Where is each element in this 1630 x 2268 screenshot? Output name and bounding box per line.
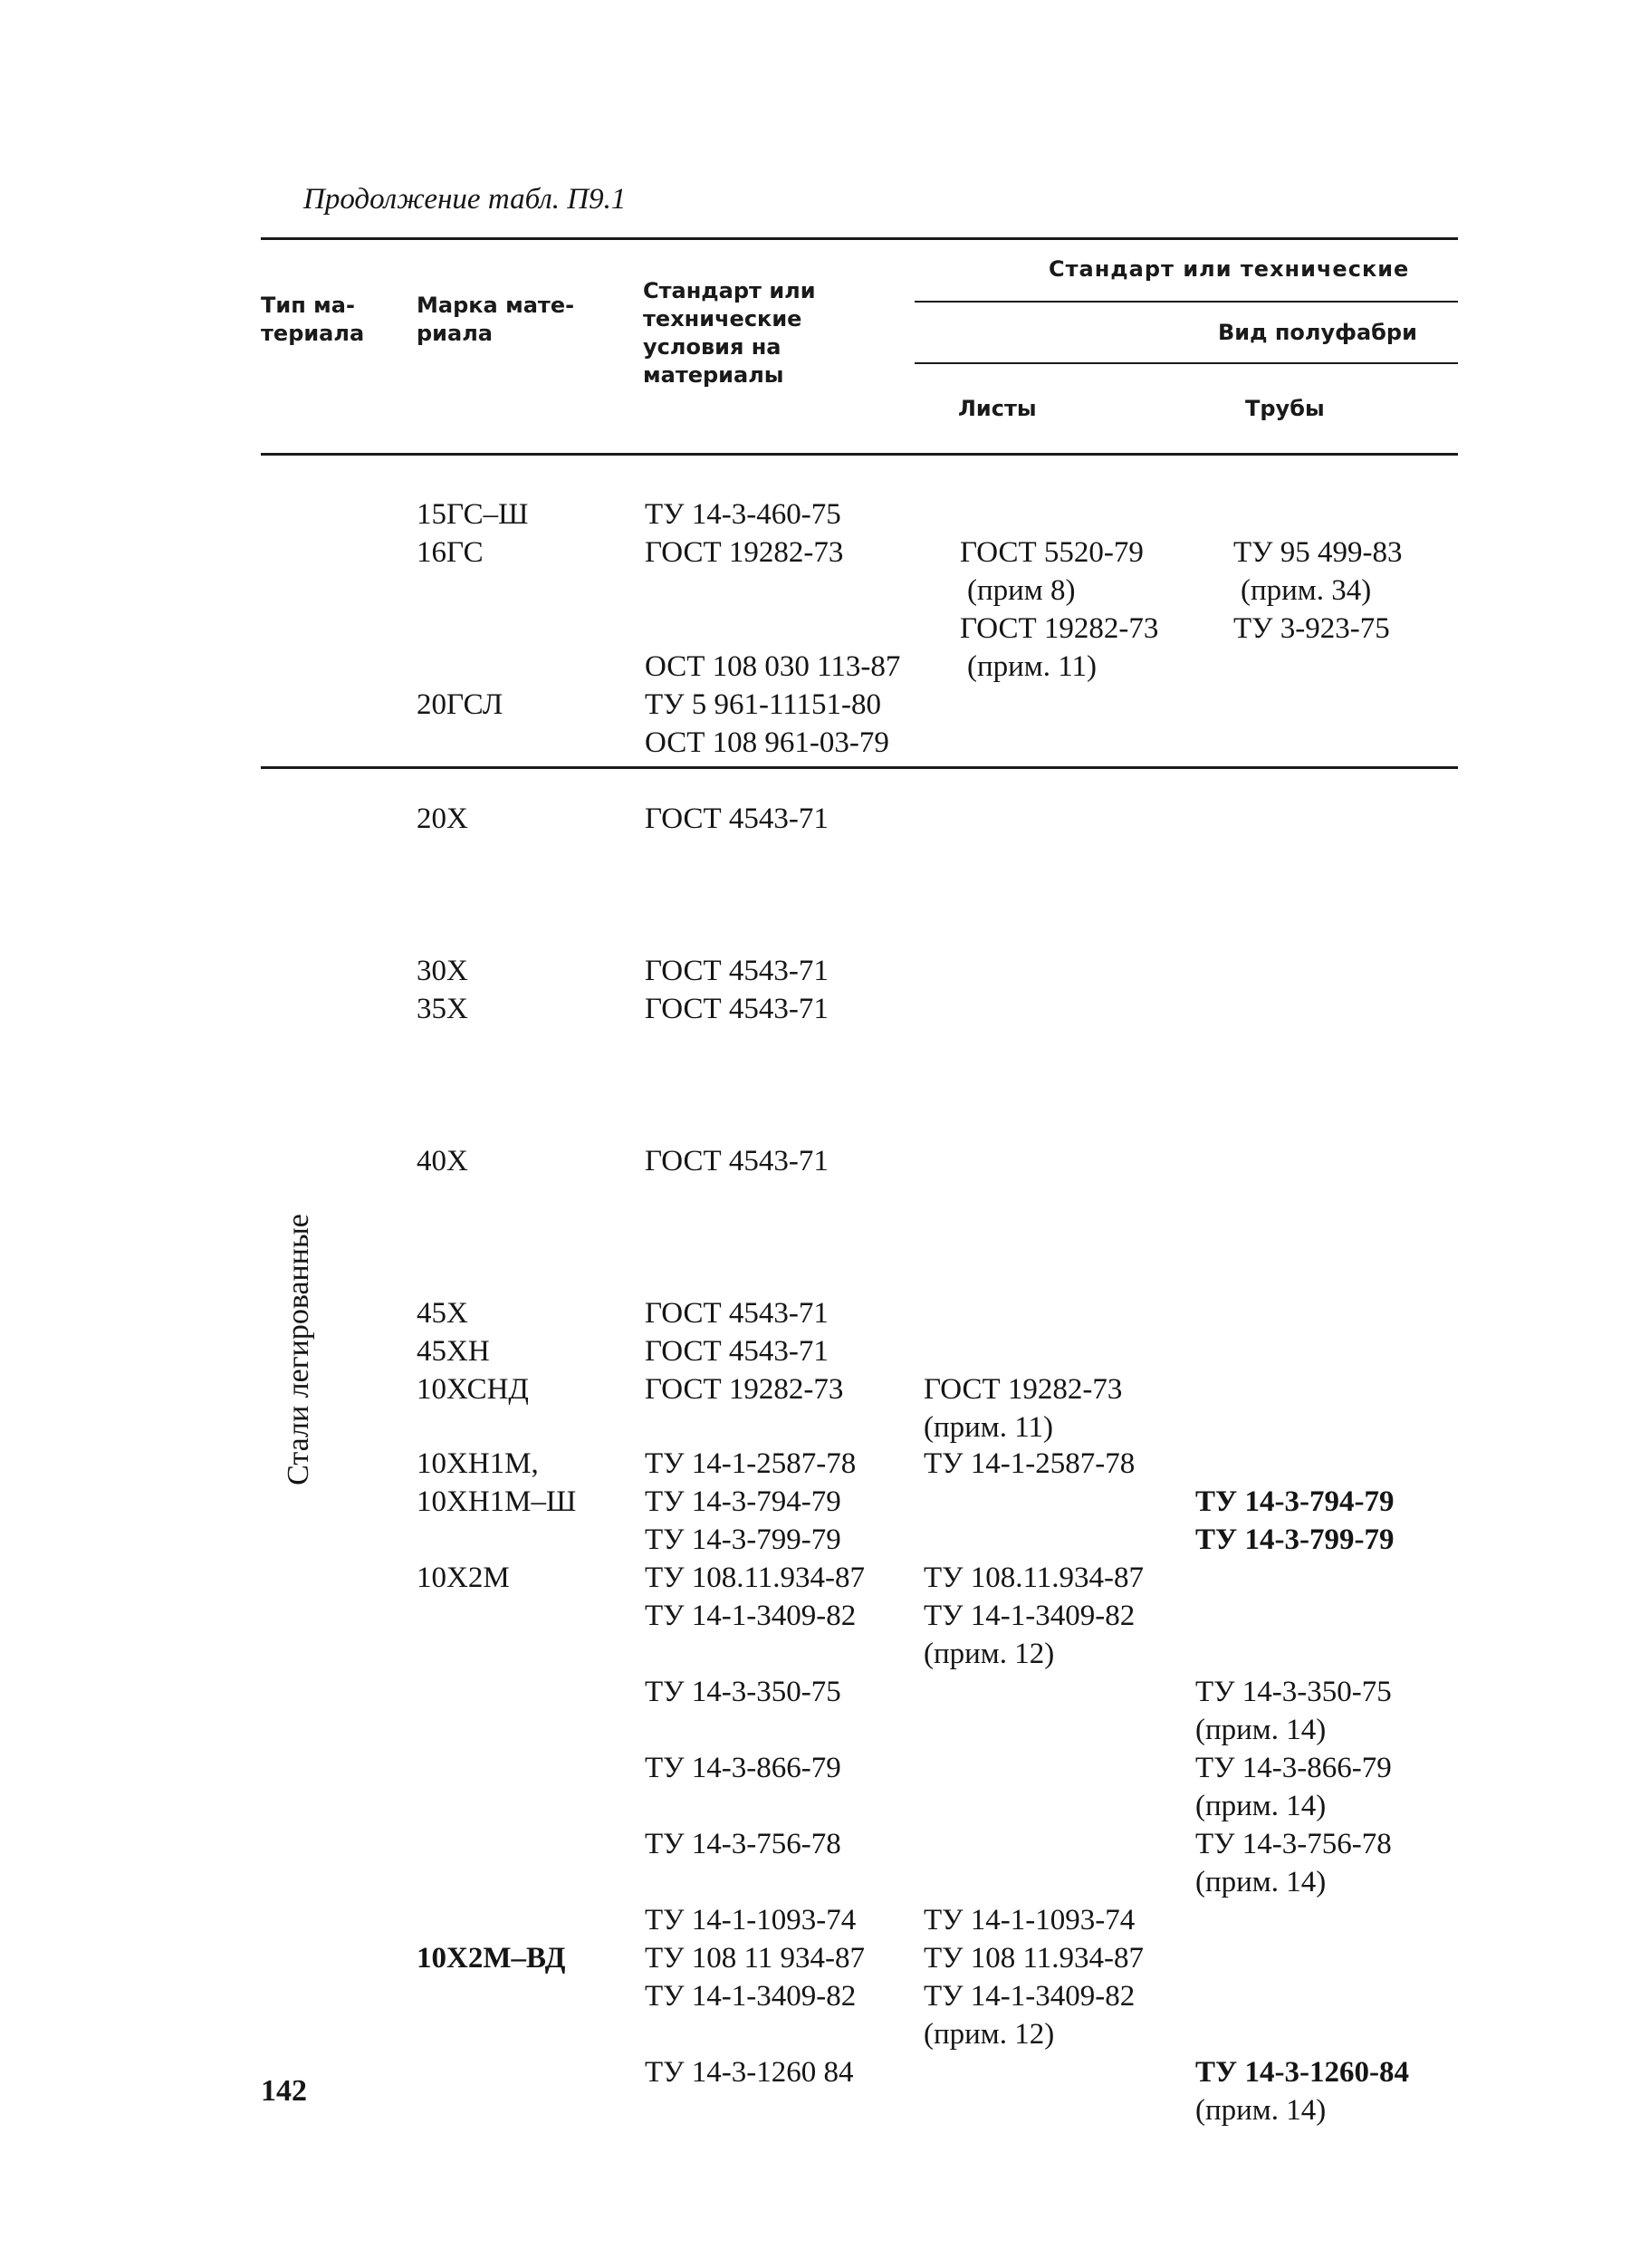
cell-grade: 10Х2М [417,1562,510,1594]
subgroup-header-rule [915,362,1458,364]
cell-sheets: ТУ 14-1-3409-82 [924,1600,1136,1632]
cell-standard: ТУ 14-3-794-79 [645,1485,841,1518]
cell-pipes: (прим. 14) [1195,1790,1327,1822]
cell-standard: ТУ 14-1-3409-82 [645,1600,857,1632]
cell-standard: ГОСТ 4543-71 [645,802,829,835]
cell-sheets: (прим. 12) [924,1638,1055,1670]
header-group-standard: Стандарт или технические [1049,256,1410,282]
header-bottom-rule [261,453,1458,456]
cell-sheets: (прим. 11) [924,1411,1053,1444]
cell-grade: 10ХСНД [417,1373,529,1406]
cell-grade: 15ГС–Ш [417,498,529,531]
cell-standard: ГОСТ 4543-71 [645,955,829,987]
cell-standard: ГОСТ 4543-71 [645,1335,829,1368]
cell-standard: ТУ 14-1-2587-78 [645,1447,857,1480]
cell-pipes: ТУ 14-3-350-75 [1195,1676,1392,1708]
cell-grade: 20ГСЛ [417,688,503,721]
cell-sheets: ГОСТ 19282-73 [960,612,1159,645]
cell-grade: 30Х [417,955,468,987]
cell-standard: ГОСТ 19282-73 [645,536,844,569]
cell-sheets: ТУ 14-1-3409-82 [924,1980,1136,2013]
cell-pipes: ТУ 3-923-75 [1233,612,1390,645]
cell-standard: ГОСТ 4543-71 [645,1145,829,1177]
cell-pipes: ТУ 14-3-1260-84 [1195,2056,1409,2089]
cell-grade: 20Х [417,802,468,835]
cell-standard: ТУ 108.11.934-87 [645,1562,866,1594]
cell-sheets: ТУ 14-1-2587-78 [924,1447,1136,1480]
cell-sheets: (прим. 12) [924,2018,1055,2051]
cell-pipes: ТУ 14-3-756-78 [1195,1828,1392,1860]
table-top-rule [261,237,1458,240]
cell-grade: 10ХН1М, [417,1447,539,1480]
cell-standard: ТУ 5 961-11151-80 [645,688,882,721]
header-material-standard: Стандарт или технические условия на материалы [643,278,816,388]
cell-sheets: (прим. 11) [967,650,1097,683]
cell-sheets: (прим 8) [967,574,1076,607]
cell-sheets: ТУ 108.11.934-87 [924,1562,1145,1594]
cell-pipes: (прим. 14) [1195,1866,1327,1898]
cell-grade: 10Х2М–ВД [417,1942,566,1975]
cell-sheets: ГОСТ 19282-73 [924,1373,1123,1406]
cell-pipes: ТУ 14-3-866-79 [1195,1752,1392,1784]
section-divider-rule [261,766,1458,769]
header-group-semifinished: Вид полуфабри [1218,320,1417,345]
cell-standard: ТУ 14-3-799-79 [645,1523,841,1556]
header-sheets: Листы [958,396,1037,421]
cell-sheets: ГОСТ 5520-79 [960,536,1144,569]
cell-sheets: ТУ 108 11.934-87 [924,1942,1145,1975]
cell-standard: ОСТ 108 961-03-79 [645,726,889,759]
cell-standard: ГОСТ 4543-71 [645,1297,829,1330]
cell-standard: ТУ 14-1-3409-82 [645,1980,857,2013]
cell-standard: ТУ 14-3-350-75 [645,1676,841,1708]
cell-standard: ТУ 108 11 934-87 [645,1942,866,1975]
cell-standard: ОСТ 108 030 113-87 [645,650,901,683]
header-pipes: Трубы [1245,396,1325,421]
cell-grade: 40Х [417,1145,468,1177]
cell-pipes: (прим. 14) [1195,1714,1327,1746]
cell-grade: 16ГС [417,536,484,569]
group-header-rule [915,301,1458,303]
cell-pipes: ТУ 14-3-794-79 [1195,1485,1395,1518]
cell-grade: 35Х [417,993,468,1025]
header-material-type: Тип ма- териала [261,293,365,346]
cell-pipes: ТУ 95 499-83 [1233,536,1403,569]
cell-standard: ТУ 14-3-756-78 [645,1828,841,1860]
section-label-alloy-steels: Стали легированные [282,1214,315,1485]
cell-pipes: ТУ 14-3-799-79 [1195,1523,1395,1556]
cell-grade: 45Х [417,1297,468,1330]
cell-standard: ГОСТ 19282-73 [645,1373,844,1406]
cell-standard: ТУ 14-1-1093-74 [645,1904,857,1936]
cell-standard: ТУ 14-3-1260 84 [645,2056,854,2089]
cell-grade: 45ХН [417,1335,490,1368]
cell-pipes: (прим. 34) [1241,574,1372,607]
cell-sheets: ТУ 14-1-1093-74 [924,1904,1136,1936]
cell-grade: 10ХН1М–Ш [417,1485,577,1518]
cell-standard: ГОСТ 4543-71 [645,993,829,1025]
cell-pipes: (прим. 14) [1195,2094,1327,2127]
header-material-grade: Марка мате- риала [417,293,575,346]
page-number: 142 [261,2074,307,2108]
table-caption: Продолжение табл. П9.1 [303,183,627,216]
cell-standard: ТУ 14-3-460-75 [645,498,841,531]
cell-standard: ТУ 14-3-866-79 [645,1752,841,1784]
